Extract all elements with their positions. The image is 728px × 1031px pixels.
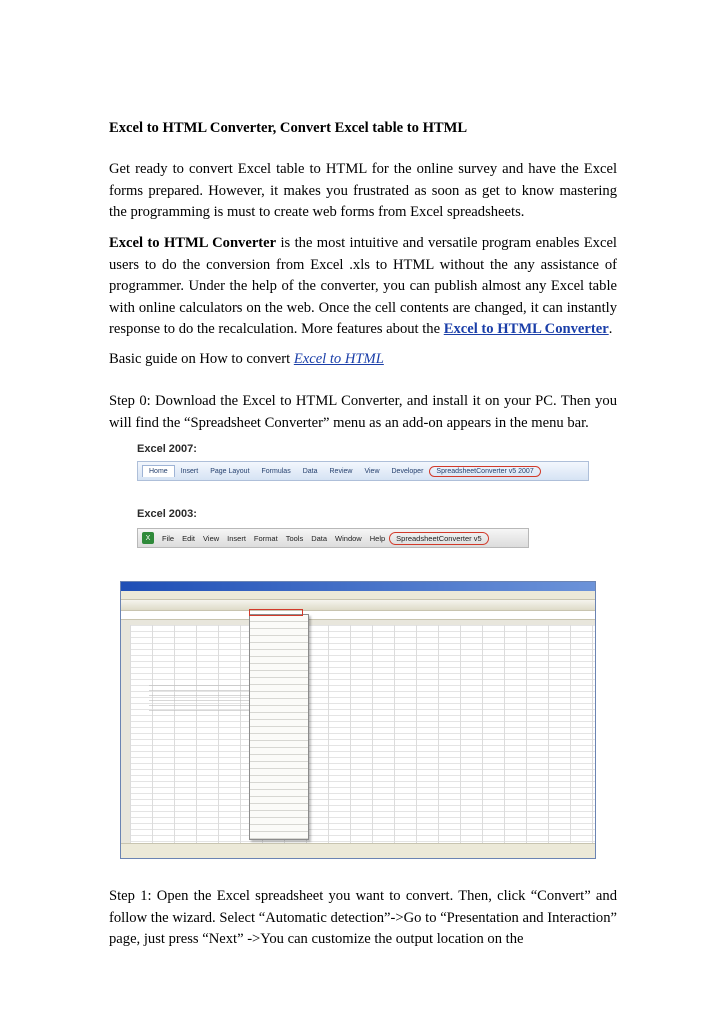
excel-2003-label: Excel 2003: [137, 508, 197, 520]
menu-help[interactable]: Help [369, 533, 386, 543]
menu-format[interactable]: Format [253, 533, 278, 543]
menu-file[interactable]: File [162, 533, 175, 543]
excel-titlebar [121, 582, 595, 591]
menu-edit[interactable]: Edit [182, 533, 196, 543]
excel-toolbar [121, 600, 595, 611]
step1-paragraph: Step 1: Open the Excel spreadsheet you want to convert. Then, click “Convert” and follow the wizard. Select “Automatic detection”->Go to “Presentation and Interaction” page, just press “Next” ->You can customize the output location on the [109, 888, 617, 947]
excel-2007-ribbon [137, 461, 589, 481]
ribbon-tab-developer[interactable]: Developer [391, 467, 424, 475]
ribbon-tab-insert[interactable]: Insert [180, 467, 199, 475]
convert-menu-highlight [249, 609, 303, 616]
excel-data-table [149, 685, 249, 713]
ribbon-tab-page-layout[interactable]: Page Layout [210, 467, 250, 475]
menu-tools[interactable]: Tools [285, 533, 304, 543]
converter-text: is the most intuitive and versatile program enables Excel users to do the conversion from Excel .xls to HTML without the any assistance of programmer. Under the help of the converter, you can publish almost any Excel table with online calculators on the web. Once the cell contents are changed, it can instantly response to do the recalculation. More features about the [109, 235, 617, 337]
step0-paragraph: Step 0: Download the Excel to HTML Converter, and install it on your PC. Then you will find the “Spreadsheet Converter” menu as an add-on appears in the menu bar. [109, 393, 617, 431]
converter-link[interactable]: Excel to HTML Converter [443, 321, 609, 337]
ribbon-tab-data[interactable]: Data [302, 467, 318, 475]
menu-data[interactable]: Data [311, 533, 328, 543]
ribbon-tab-view[interactable]: View [364, 467, 380, 475]
excel-app-icon: X [142, 532, 154, 544]
converter-end: . [608, 321, 613, 337]
menu-insert[interactable]: Insert [227, 533, 246, 543]
guide-text: Basic guide on How to convert [109, 351, 294, 367]
spreadsheetconverter-dropdown-menu [249, 614, 309, 840]
excel-window-screenshot [120, 581, 596, 859]
excel-sheet-tabs-statusbar [121, 843, 595, 858]
guide-paragraph [109, 349, 617, 371]
menu-spreadsheetconverter[interactable]: SpreadsheetConverter v5 [389, 532, 488, 545]
excel-2007-label: Excel 2007: [137, 443, 197, 455]
intro-paragraph: Get ready to convert Excel table to HTML for the online survey and have the Excel forms prepared. However, it makes you frustrated as soon as get to know mastering the programming is must to create web forms from Excel spreadsheets. [109, 161, 617, 220]
converter-bold-lead: Excel to HTML Converter [109, 235, 277, 251]
menu-window[interactable]: Window [335, 533, 362, 543]
excel-cell-grid [130, 625, 595, 844]
ribbon-tab-home[interactable]: Home [142, 465, 175, 477]
ribbon-tab-review[interactable]: Review [329, 467, 353, 475]
excel-2003-menubar [137, 528, 529, 548]
converter-paragraph [109, 233, 617, 341]
excel-to-html-link[interactable]: Excel to HTML [293, 351, 384, 367]
ribbon-tab-spreadsheetconverter[interactable]: SpreadsheetConverter v5 2007 [429, 466, 540, 477]
ribbon-tab-formulas[interactable]: Formulas [261, 467, 291, 475]
menu-view[interactable]: View [203, 533, 220, 543]
excel-menubar [121, 591, 595, 600]
excel-formula-bar [121, 611, 595, 620]
page-title: Excel to HTML Converter, Convert Excel table to HTML [109, 120, 468, 136]
